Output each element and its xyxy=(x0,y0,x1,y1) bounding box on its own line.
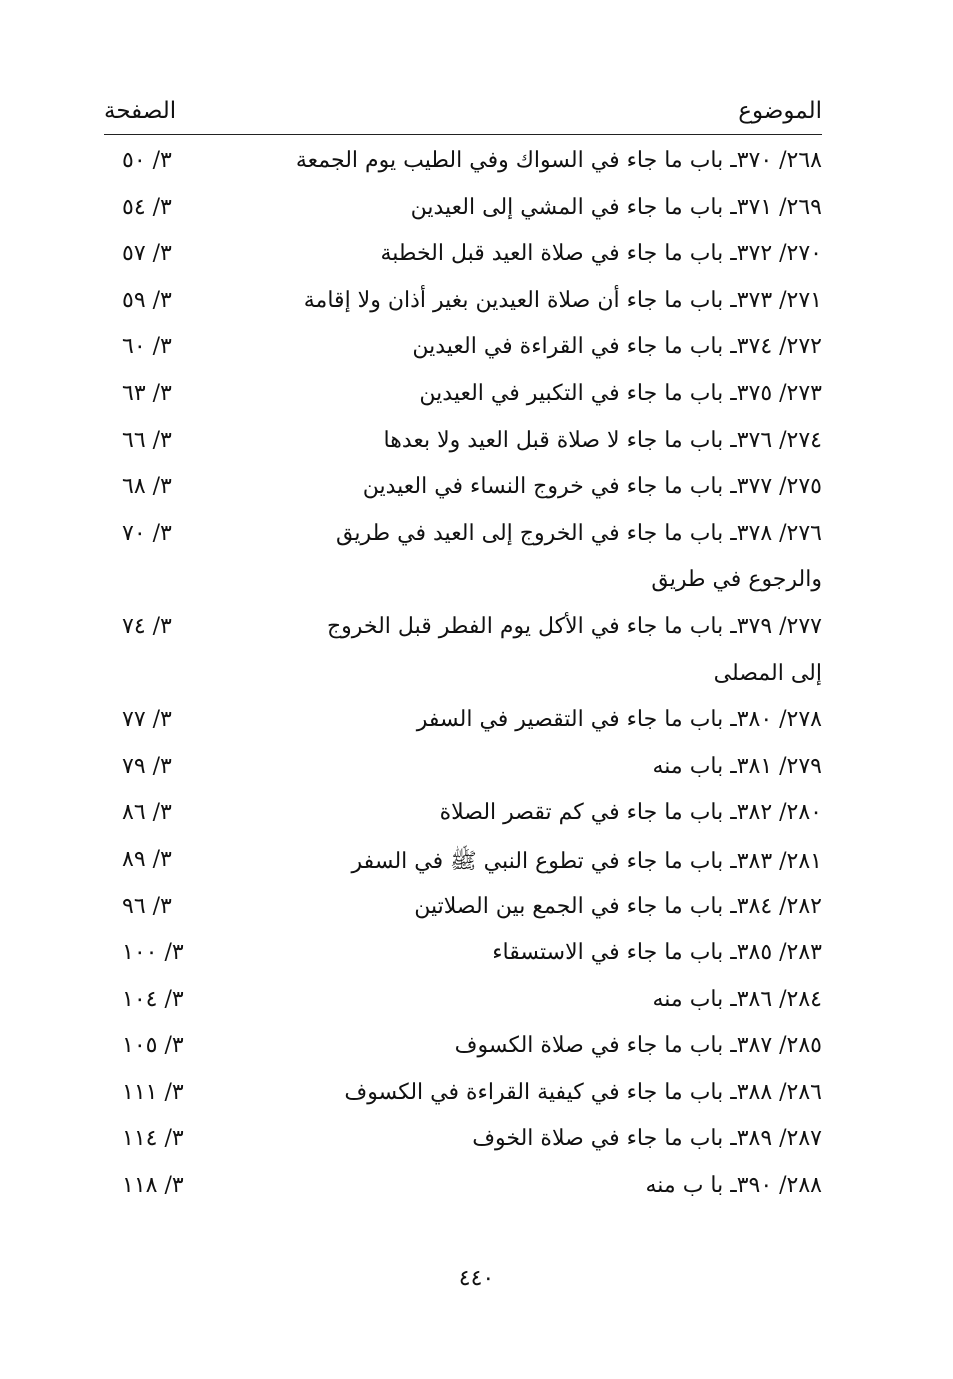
toc-entry-page: ٣/ ٧٩ xyxy=(122,753,172,779)
toc-entry-title: ٢٧٩/ ٣٨١ـ باب منه xyxy=(652,753,822,779)
toc-entry xyxy=(104,748,822,795)
toc-entry-page: ٣/ ٦٨ xyxy=(122,474,172,500)
toc-entry-title: ٢٧٠/ ٣٧٢ـ باب ما جاء في صلاة العيد قبل الخطبة xyxy=(380,241,822,267)
toc-entry-title: ٢٨٥/ ٣٨٧ـ باب ما جاء في صلاة الكسوف xyxy=(454,1033,822,1059)
toc-entry-title: ٢٦٩/ ٣٧١ـ باب ما جاء في المشي إلى العيدين xyxy=(410,194,822,220)
toc-entry-page: ٣/ ٥٤ xyxy=(122,194,172,220)
toc-entry-title: ٢٨٤/ ٣٨٦ـ باب منه xyxy=(652,986,822,1012)
toc-entry-page: ٣/ ٥٩ xyxy=(122,287,172,313)
toc-entry xyxy=(104,981,822,1028)
toc-entry-page: ٣/ ١٠٤ xyxy=(122,986,184,1012)
toc-entry xyxy=(104,375,822,422)
toc-entry-page: ٣/ ١١١ xyxy=(122,1079,184,1105)
page-number: ٤٤٠ xyxy=(458,1266,495,1291)
toc-entry xyxy=(104,1027,822,1074)
table-of-contents xyxy=(104,142,822,1214)
toc-entry-page: ٣/ ١٠٠ xyxy=(122,940,184,966)
toc-entry xyxy=(104,794,822,841)
toc-entry-page: ٣/ ٦٦ xyxy=(122,427,172,453)
toc-entry-page: ٣/ ١١٨ xyxy=(122,1173,184,1199)
toc-entry-page: ٣/ ٩٦ xyxy=(122,893,172,919)
toc-entry-page: ٣/ ١٠٥ xyxy=(122,1033,184,1059)
toc-entry xyxy=(104,655,822,702)
toc-entry xyxy=(104,1120,822,1167)
toc-entry xyxy=(104,561,822,608)
toc-entry xyxy=(104,328,822,375)
toc-entry xyxy=(104,422,822,469)
toc-entry-title: ٢٧١/ ٣٧٣ـ باب ما جاء أن صلاة العيدين بغير أذان ولا إقامة xyxy=(303,287,822,313)
toc-entry xyxy=(104,515,822,562)
toc-entry xyxy=(104,934,822,981)
toc-entry-title: ٢٧٨/ ٣٨٠ـ باب ما جاء في التقصير في السفر xyxy=(416,707,822,733)
toc-entry-title: إلى المصلى xyxy=(713,660,822,686)
toc-entry-page: ٣/ ٦٣ xyxy=(122,380,172,406)
toc-entry-title: ٢٧٢/ ٣٧٤ـ باب ما جاء في القراءة في العيدين xyxy=(412,334,822,360)
toc-entry xyxy=(104,888,822,935)
toc-entry-title: ٢٧٧/ ٣٧٩ـ باب ما جاء في الأكل يوم الفطر قبل الخروج xyxy=(326,613,822,639)
toc-entry-page: ٣/ ٥٠ xyxy=(122,148,172,173)
toc-entry xyxy=(104,468,822,515)
toc-entry-title: ٢٧٥/ ٣٧٧ـ باب ما جاء في خروج النساء في العيدين xyxy=(362,474,822,500)
toc-entry-page: ٣/ ٨٦ xyxy=(122,800,172,826)
toc-entry-page: ٣/ ١١٤ xyxy=(122,1126,184,1152)
toc-entry xyxy=(104,142,822,189)
page-column-label: الصفحة xyxy=(104,98,177,124)
toc-entry-title: ٢٨٣/ ٣٨٥ـ باب ما جاء في الاستسقاء xyxy=(492,940,822,966)
toc-entry xyxy=(104,701,822,748)
toc-entry xyxy=(104,282,822,329)
toc-entry-page: ٣/ ٧٠ xyxy=(122,520,172,546)
toc-entry xyxy=(104,235,822,282)
toc-entry-title: والرجوع في طريق xyxy=(651,567,822,593)
toc-entry-page: ٣/ ٨٩ xyxy=(122,846,172,872)
toc-entry xyxy=(104,841,822,888)
toc-entry xyxy=(104,189,822,236)
toc-entry-title: ٢٨٧/ ٣٨٩ـ باب ما جاء في صلاة الخوف xyxy=(472,1126,822,1152)
toc-entry-title: ٢٨٦/ ٣٨٨ـ باب ما جاء في كيفية القراءة في الكسوف xyxy=(344,1079,822,1105)
toc-entry-page: ٣/ ٧٤ xyxy=(122,613,172,639)
topic-column-label: الموضوع xyxy=(738,98,822,124)
toc-entry xyxy=(104,608,822,655)
toc-entry-title: ٢٨٠/ ٣٨٢ـ باب ما جاء في كم تقصر الصلاة xyxy=(439,800,822,826)
toc-entry-title: ٢٨٢/ ٣٨٤ـ باب ما جاء في الجمع بين الصلاتين xyxy=(414,893,822,919)
toc-entry-title: ٢٦٨/ ٣٧٠ـ باب ما جاء في السواك وفي الطيب يوم الجمعة xyxy=(295,148,822,173)
table-header xyxy=(104,98,822,135)
toc-entry-page: ٣/ ٧٧ xyxy=(122,707,172,733)
toc-entry-title: ٢٨١/ ٣٨٣ـ باب ما جاء في تطوع النبي ﷺ في السفر xyxy=(351,848,822,874)
toc-entry-title: ٢٨٨/ ٣٩٠ـ با ب منه xyxy=(645,1173,822,1199)
toc-entry-title: ٢٧٤/ ٣٧٦ـ باب ما جاء لا صلاة قبل العيد ولا بعدها xyxy=(383,427,822,453)
toc-entry-title: ٢٧٣/ ٣٧٥ـ باب ما جاء في التكبير في العيدين xyxy=(419,380,822,406)
toc-entry-page: ٣/ ٦٠ xyxy=(122,334,172,360)
toc-entry xyxy=(104,1074,822,1121)
toc-entry xyxy=(104,1167,822,1214)
toc-entry-title: ٢٧٦/ ٣٧٨ـ باب ما جاء في الخروج إلى العيد في طريق xyxy=(336,520,822,546)
toc-entry-page: ٣/ ٥٧ xyxy=(122,241,172,267)
